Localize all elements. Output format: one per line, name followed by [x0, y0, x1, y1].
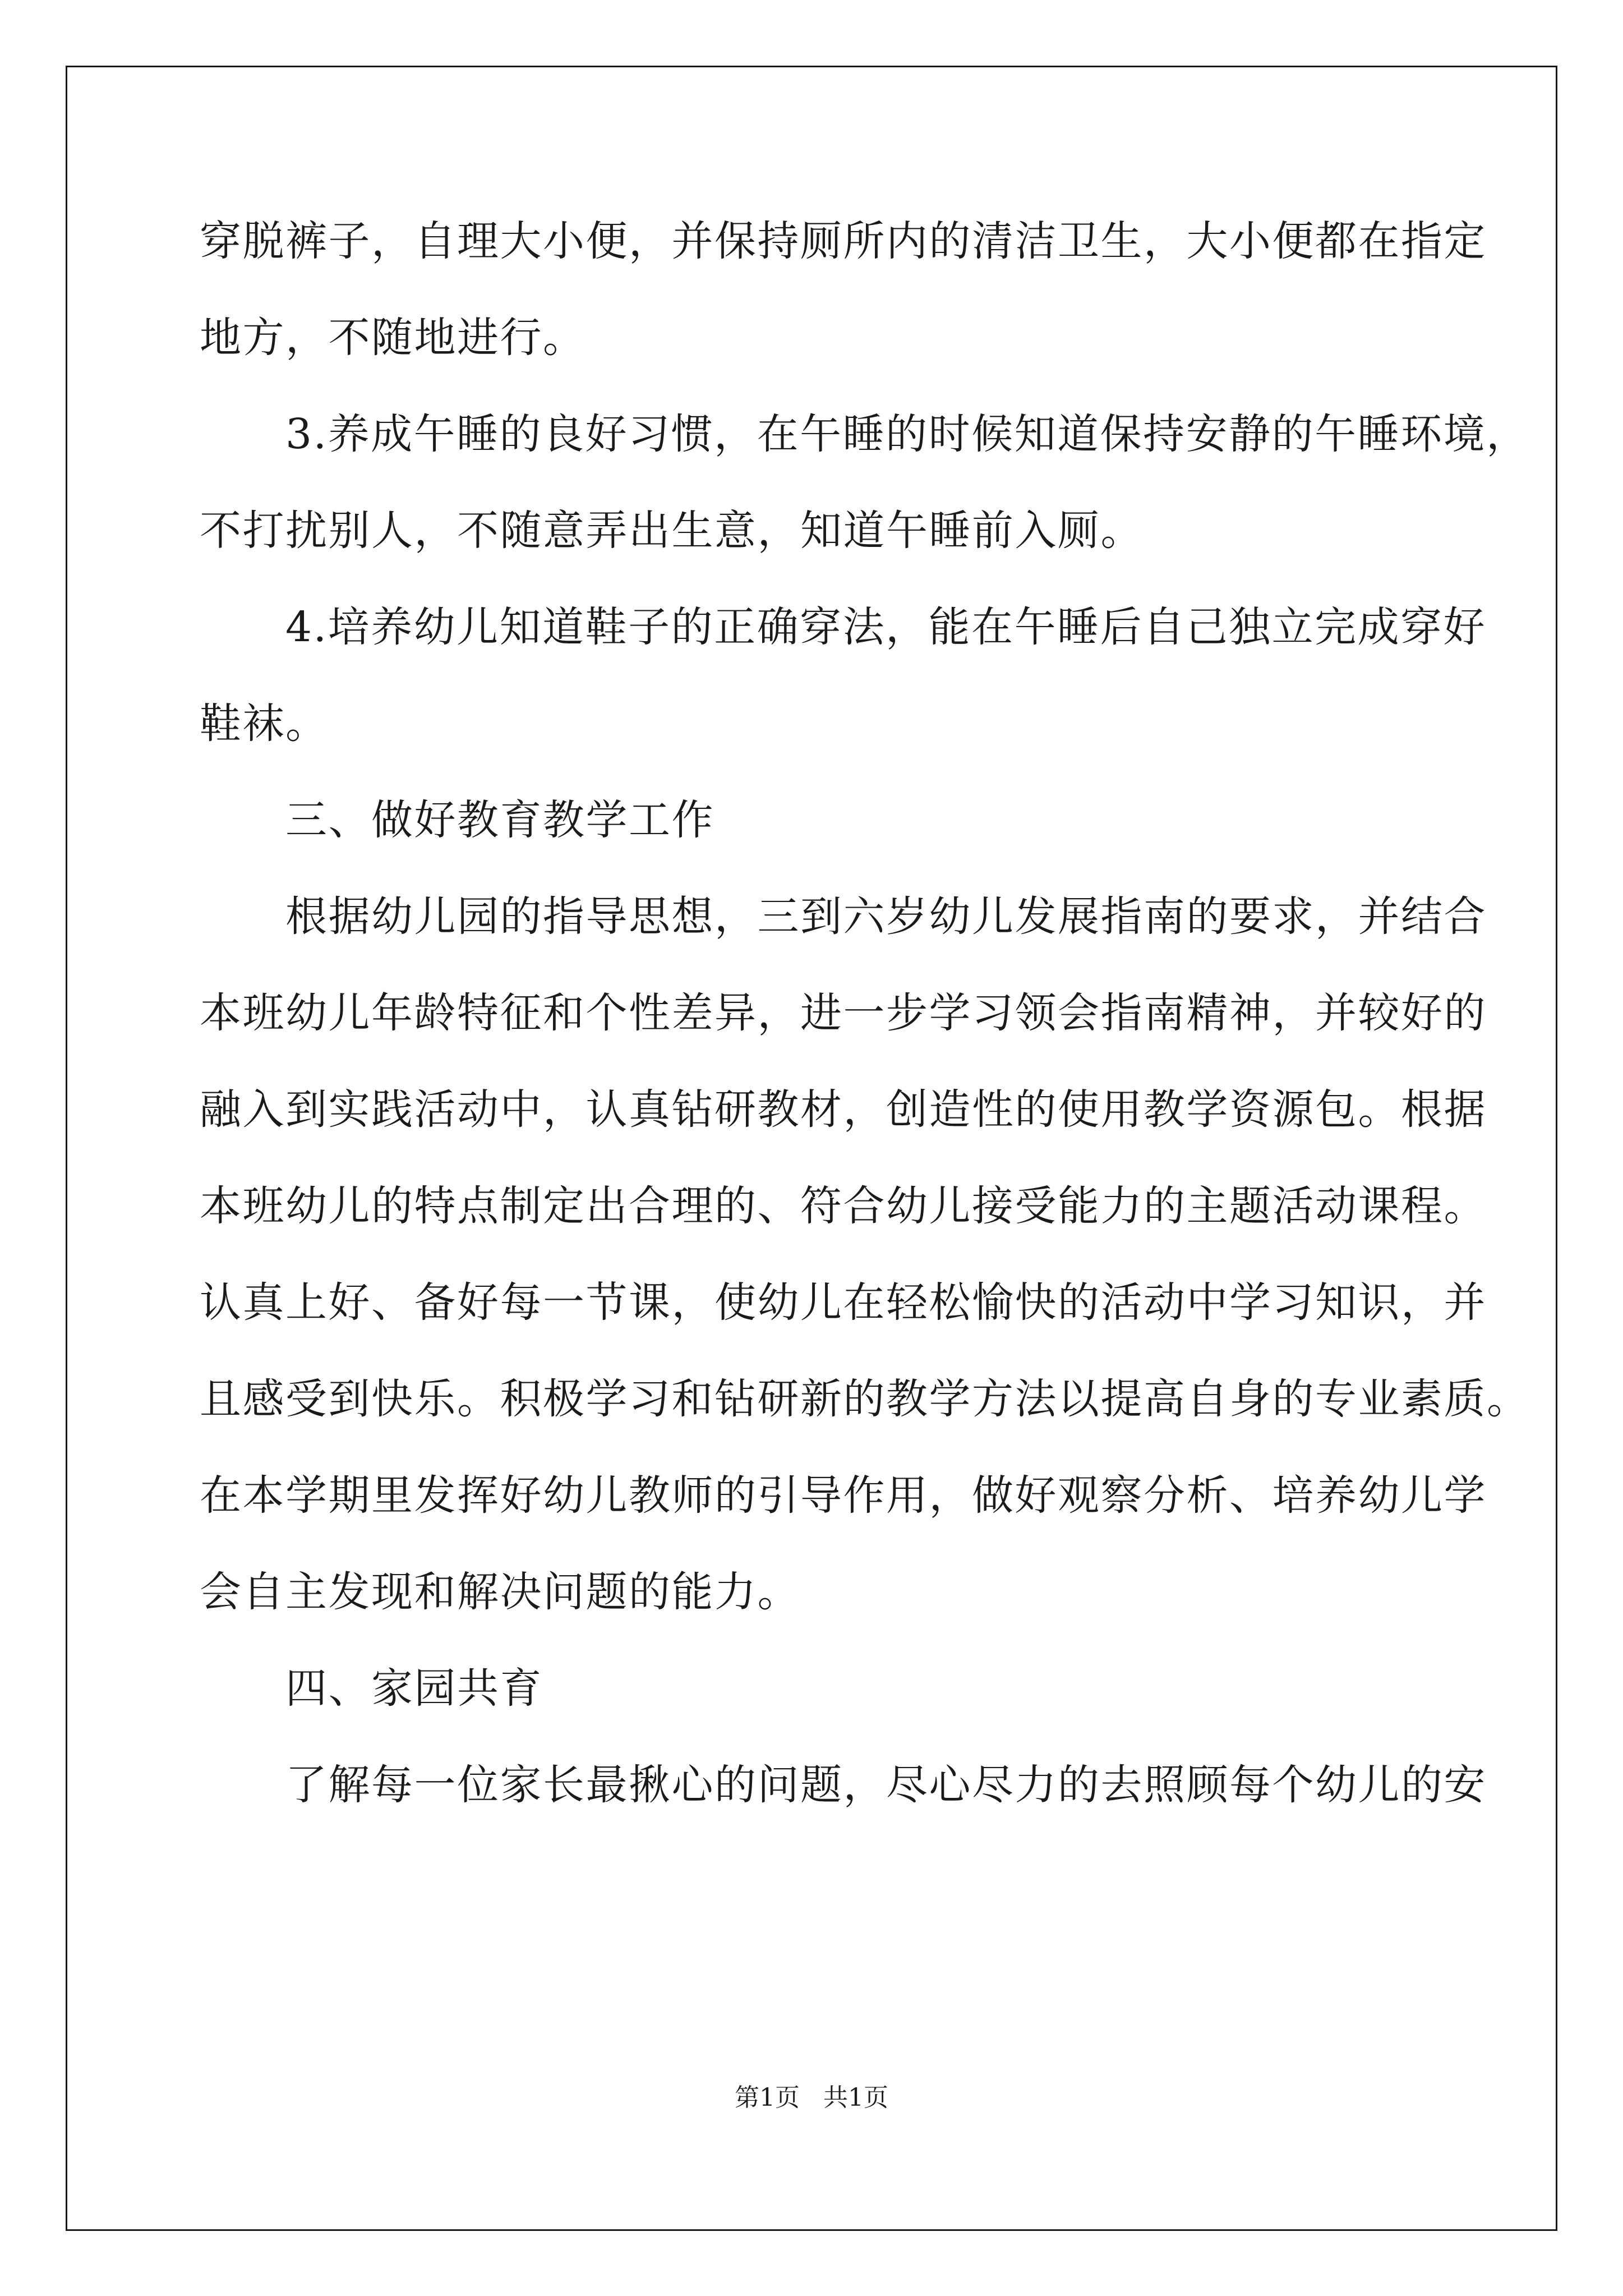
text-line: 在本学期里发挥好幼儿教师的引导作用，做好观察分析、培养幼儿学 — [200, 1471, 1487, 1520]
text-line: 本班幼儿年龄特征和个性差异，进一步学习领会指南精神，并较好的 — [200, 989, 1487, 1037]
text-line: 地方，不随地进行。 — [200, 314, 586, 362]
text-line: 认真上好、备好每一节课，使幼儿在轻松愉快的活动中学习知识，并 — [200, 1278, 1487, 1327]
section-heading: 三、做好教育教学工作 — [200, 796, 714, 844]
page-number: 第1页 — [735, 2083, 800, 2112]
text-line: 穿脱裤子，自理大小便，并保持厕所内的清洁卫生，大小便都在指定 — [200, 217, 1487, 265]
page-footer — [0, 2081, 1623, 2115]
text-line: 3.养成午睡的良好习惯，在午睡的时候知道保持安静的午睡环境， — [200, 410, 1529, 458]
text-line: 本班幼儿的特点制定出合理的、符合幼儿接受能力的主题活动课程。 — [200, 1182, 1487, 1230]
text-line: 4.培养幼儿知道鞋子的正确穿法，能在午睡后自己独立完成穿好 — [200, 603, 1487, 651]
text-line: 不打扰别人，不随意弄出生意，知道午睡前入厕。 — [200, 507, 1144, 555]
section-heading: 四、家园共育 — [200, 1664, 543, 1713]
text-line: 会自主发现和解决问题的能力。 — [200, 1568, 800, 1616]
page-border — [66, 66, 1557, 2231]
text-line: 融入到实践活动中，认真钻研教材，创造性的使用教学资源包。根据 — [200, 1085, 1487, 1134]
text-line: 根据幼儿园的指导思想，三到六岁幼儿发展指南的要求，并结合 — [200, 892, 1487, 941]
text-line: 且感受到快乐。积极学习和钻研新的教学方法以提高自身的专业素质。 — [200, 1375, 1530, 1423]
page-total: 共1页 — [823, 2083, 888, 2112]
text-line: 鞋袜。 — [200, 700, 329, 748]
text-line: 了解每一位家长最揪心的问题，尽心尽力的去照顾每个幼儿的安 — [200, 1761, 1487, 1809]
